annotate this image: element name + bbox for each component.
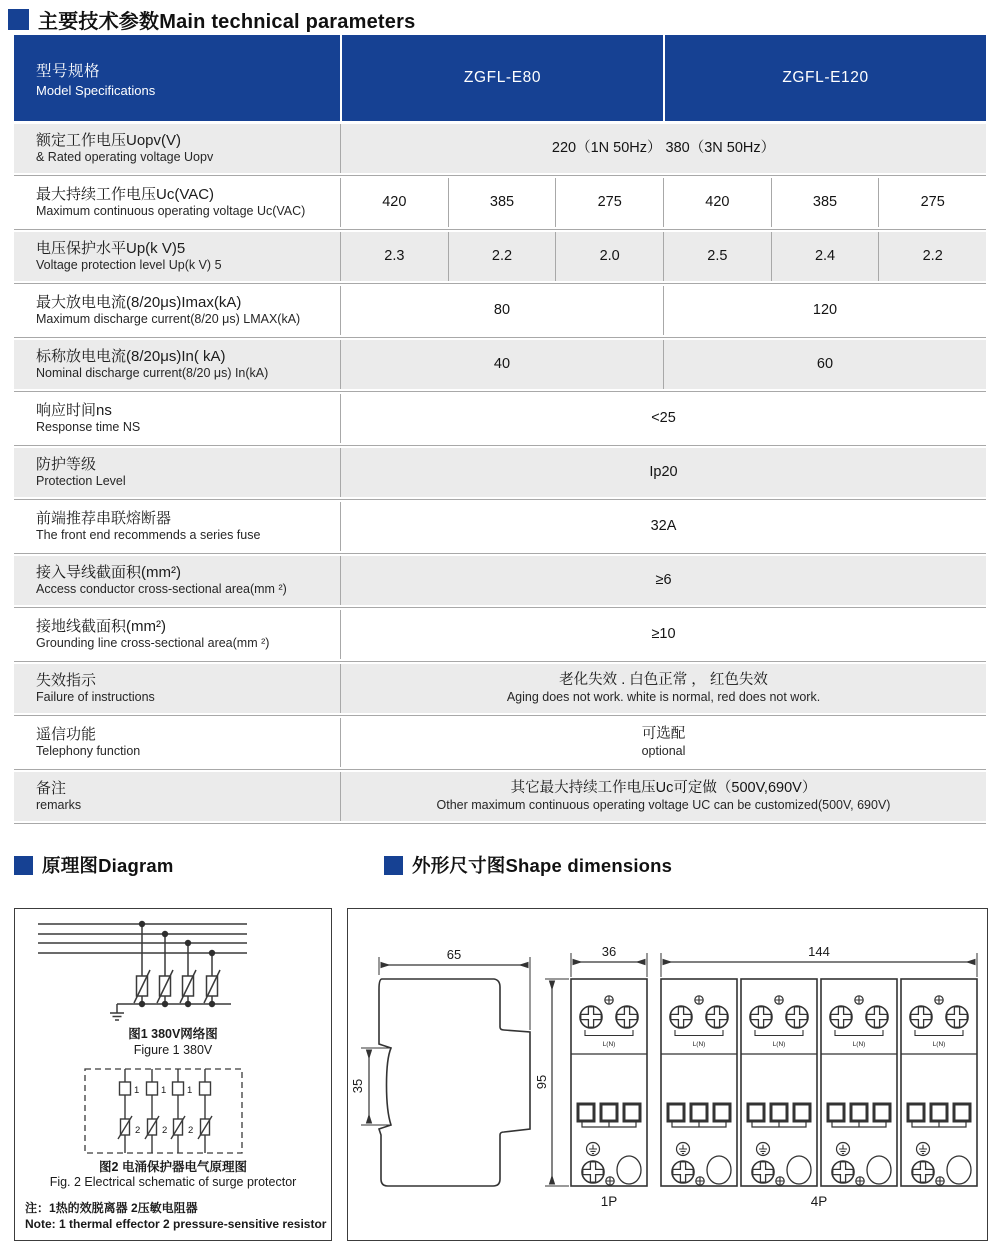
- figure1-varistor-symbols: [134, 970, 220, 1003]
- table-row-max-continuous-voltage: 最大持续工作电压Uc(VAC) Maximum continuous operating voltage Uc(VAC) 420 385 275 420 385 275: [14, 178, 986, 227]
- diagram-box: [14, 908, 332, 1241]
- cell-value: ≥10: [340, 610, 986, 659]
- table-row-access-conductor-area: 接入导线截面积(mm²) Access conductor cross-sectional area(mm ²) ≥6: [14, 556, 986, 605]
- section-title-text: [38, 5, 415, 34]
- table-row-protection-grade: 防护等级 Protection Level Ip20: [14, 448, 986, 497]
- cell-value: 385: [771, 178, 879, 227]
- table-row-nominal-discharge-current: 标称放电电流(8/20μs)In( kA) Nominal discharge current(8/20 μs) In(kA) 40 60: [14, 340, 986, 389]
- label-4p: 4P: [810, 1194, 828, 1209]
- blue-square-marker: [14, 856, 33, 875]
- cell-value: ≥6: [340, 556, 986, 605]
- figure2-component-marks: [134, 1085, 193, 1136]
- section-title-shape-dimensions: 外形尺寸图Shape dimensions: [384, 852, 672, 878]
- cell-value: 2.5: [663, 232, 771, 281]
- cell-value: 420: [340, 178, 448, 227]
- module-face-4p-3: [821, 979, 897, 1186]
- cell-value: 275: [878, 178, 986, 227]
- cell-value: 2.3: [340, 232, 448, 281]
- side-profile-view: [379, 979, 530, 1186]
- cell-value: 2.4: [771, 232, 879, 281]
- section-title-parameters: [8, 5, 415, 34]
- cell-value: Ip20: [340, 448, 986, 497]
- cell-value: 40: [340, 340, 663, 389]
- cell-value: 2.2: [878, 232, 986, 281]
- cell-value: 其它最大持续工作电压Uc可定做（500V,690V） Other maximum continuous operating voltage UC can be customized(500V, 690V): [340, 772, 986, 821]
- table-row-series-fuse: 前端推荐串联熔断器 The front end recommends a series fuse 32A: [14, 502, 986, 551]
- svg-text:1: 1: [134, 1085, 140, 1096]
- cell-value: 2.2: [448, 232, 556, 281]
- svg-text:65: 65: [446, 947, 462, 962]
- svg-text:95: 95: [534, 1074, 549, 1090]
- note-en: Note: 1 thermal effector 2 pressure-sensitive resistor: [25, 1217, 327, 1231]
- table-row-protection-level-up: 电压保护水平Up(k V)5 Voltage protection level Up(k V) 5 2.3 2.2 2.0 2.5 2.4 2.2: [14, 232, 986, 281]
- header-model-zgfl-e80: ZGFL-E80: [340, 35, 663, 121]
- module-face-4p-1: [661, 979, 737, 1186]
- title-en: Main technical parameters: [159, 11, 416, 33]
- cell-value: 385: [448, 178, 556, 227]
- circuit-diagram-svg: [15, 909, 328, 1237]
- table-row-failure-indication: 失效指示 Failure of instructions 老化失效 . 白色正常 ， 红色失效 Aging does not work. white is normal, red does not work.: [14, 664, 986, 713]
- svg-text:2: 2: [188, 1125, 194, 1136]
- cell-value: 220（1N 50Hz） 380（3N 50Hz）: [340, 124, 986, 173]
- svg-text:2: 2: [135, 1125, 141, 1136]
- cell-value: 120: [663, 286, 986, 335]
- svg-text:36: 36: [601, 944, 617, 959]
- header-model-spec: [14, 35, 340, 121]
- table-row-grounding-line-area: 接地线截面积(mm²) Grounding line cross-sectional area(mm ²) ≥10: [14, 610, 986, 659]
- table-row-max-discharge-current: 最大放电电流(8/20μs)Imax(kA) Maximum discharge current(8/20 μs) LMAX(kA) 80 120: [14, 286, 986, 335]
- table-row-rated-voltage: 额定工作电压Uopv(V) & Rated operating voltage Uopv 220（1N 50Hz） 380（3N 50Hz）: [14, 124, 986, 173]
- dimension-35: [350, 1048, 391, 1125]
- note-zh: 注：1热的效脱离器 2压敏电阻器: [25, 1201, 198, 1215]
- cell-value: 32A: [340, 502, 986, 551]
- table-row-remarks: 备注 remarks 其它最大持续工作电压Uc可定做（500V,690V） Other maximum continuous operating voltage UC can be customized(500V, 690V): [14, 772, 986, 821]
- cell-value: 可选配 optional: [340, 718, 986, 767]
- figure1-caption-zh: 图1 380V网络图: [128, 1027, 218, 1041]
- cell-value: 老化失效 . 白色正常 ， 红色失效 Aging does not work. white is normal, red does not work.: [340, 664, 986, 713]
- cell-value: 2.0: [555, 232, 663, 281]
- shape-dimensions-box: [347, 908, 988, 1241]
- header-label-en: Model Specifications: [36, 82, 156, 98]
- svg-text:2: 2: [162, 1125, 168, 1136]
- header-label-zh: 型号规格: [36, 62, 101, 80]
- title-zh: 主要技术参数: [38, 11, 160, 33]
- dimension-95: [534, 979, 569, 1186]
- svg-text:1: 1: [161, 1085, 167, 1096]
- cell-value: <25: [340, 394, 986, 443]
- table-row-telephony-function: 遥信功能 Telephony function 可选配 optional: [14, 718, 986, 767]
- figure2-caption-en: Fig. 2 Electrical schematic of surge protector: [49, 1175, 297, 1189]
- table-header-row: [14, 35, 986, 121]
- module-face-1p: [571, 979, 647, 1186]
- header-model-zgfl-e120: ZGFL-E120: [663, 35, 986, 121]
- svg-text:144: 144: [808, 944, 830, 959]
- module-face-4p-4: [901, 979, 977, 1186]
- cell-value: 275: [555, 178, 663, 227]
- svg-text:1: 1: [187, 1085, 193, 1096]
- cell-value: 420: [663, 178, 771, 227]
- blue-square-marker: [8, 9, 29, 30]
- figure1-caption-en: Figure 1 380V: [133, 1043, 213, 1057]
- section-title-diagram: 原理图Diagram: [14, 852, 174, 878]
- cell-value: 80: [340, 286, 663, 335]
- table-row-response-time: 响应时间ns Response time NS <25: [14, 394, 986, 443]
- label-1p: 1P: [600, 1194, 618, 1209]
- figure2-caption-zh: 图2 电涌保护器电气原理图: [99, 1160, 247, 1174]
- dimensions-drawing-svg: L(N) 65 35 95 36 144 1P 4P: [348, 909, 984, 1237]
- dimension-144: [661, 944, 977, 977]
- blue-square-marker: [384, 856, 403, 875]
- figure2-dashed-box: [85, 1069, 242, 1153]
- cell-value: 60: [663, 340, 986, 389]
- dimension-36: [571, 944, 647, 977]
- parameters-table: [14, 35, 986, 826]
- svg-text:35: 35: [350, 1078, 365, 1094]
- figure2-conductors: [125, 1069, 205, 1153]
- module-face-4p-2: [741, 979, 817, 1186]
